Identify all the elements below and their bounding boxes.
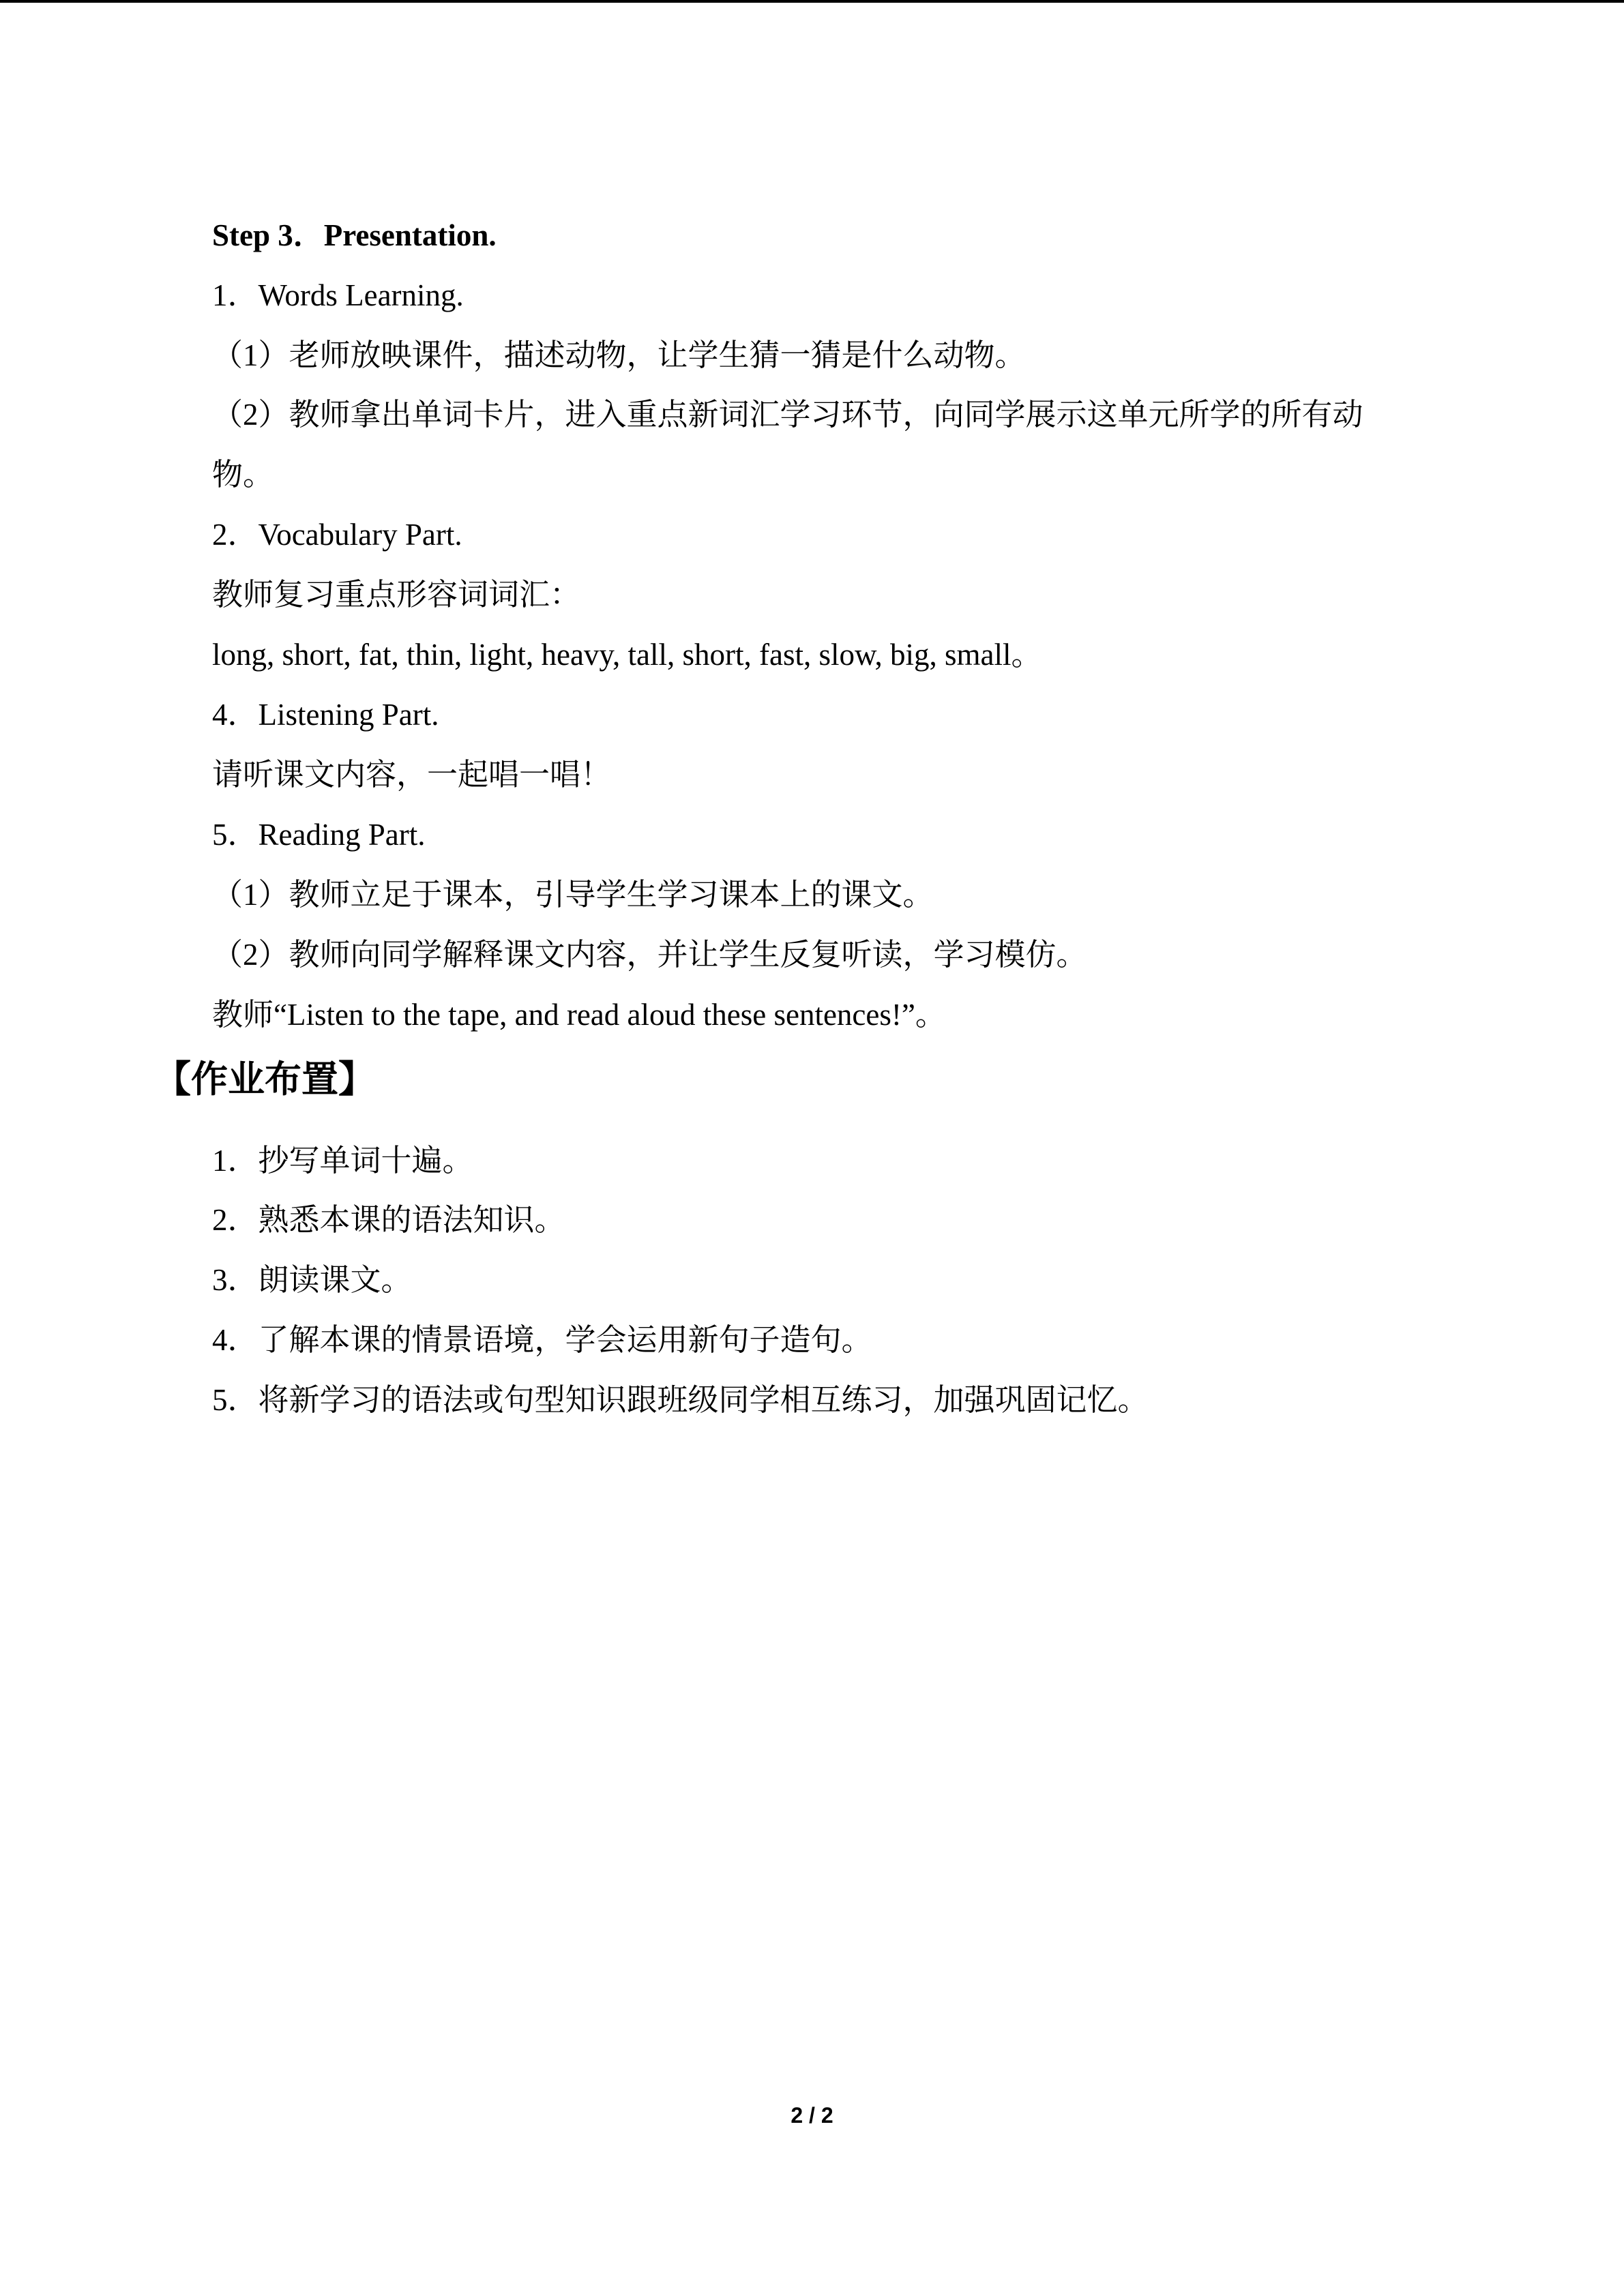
content-line: 1．Words Learning. [212,278,464,312]
content-line: 请听课文内容，一起唱一唱！ [212,758,612,792]
content-line: 教师复习重点形容词词汇： [212,578,581,612]
homework-item: 4．了解本课的情景语境，学会运用新句子造句。 [212,1323,872,1357]
content-line: 物。 [212,458,274,492]
content-line: （2）教师向同学解释课文内容，并让学生反复听读，学习模仿。 [212,938,1087,972]
content-line: 教师“Listen to the tape, and read aloud these sentences!”。 [212,998,946,1032]
content-line: long, short, fat, thin, light, heavy, tall, short, fast, slow, big, small。 [212,638,1042,672]
page-number: 2 / 2 [791,2103,833,2128]
homework-item: 5．将新学习的语法或句型知识跟班级同学相互练习，加强巩固记忆。 [212,1383,1149,1417]
content-line: （1）教师立足于课本，引导学生学习课本上的课文。 [212,878,934,912]
content-line: （1）老师放映课件，描述动物，让学生猜一猜是什么动物。 [212,338,1026,372]
step-heading: Step 3．Presentation. [212,218,497,252]
homework-heading: 【作业布置】 [154,1058,375,1101]
content-line: 5．Reading Part. [212,818,426,852]
homework-item: 1．抄写单词十遍。 [212,1144,473,1178]
content-line: （2）教师拿出单词卡片，进入重点新词汇学习环节，向同学展示这单元所学的所有动 [212,398,1363,432]
homework-item: 2．熟悉本课的语法知识。 [212,1203,565,1237]
content-line: 2．Vocabulary Part. [212,518,462,552]
content-line: 4．Listening Part. [212,698,439,732]
page-top-border [0,0,1624,3]
homework-item: 3．朗读课文。 [212,1263,412,1297]
